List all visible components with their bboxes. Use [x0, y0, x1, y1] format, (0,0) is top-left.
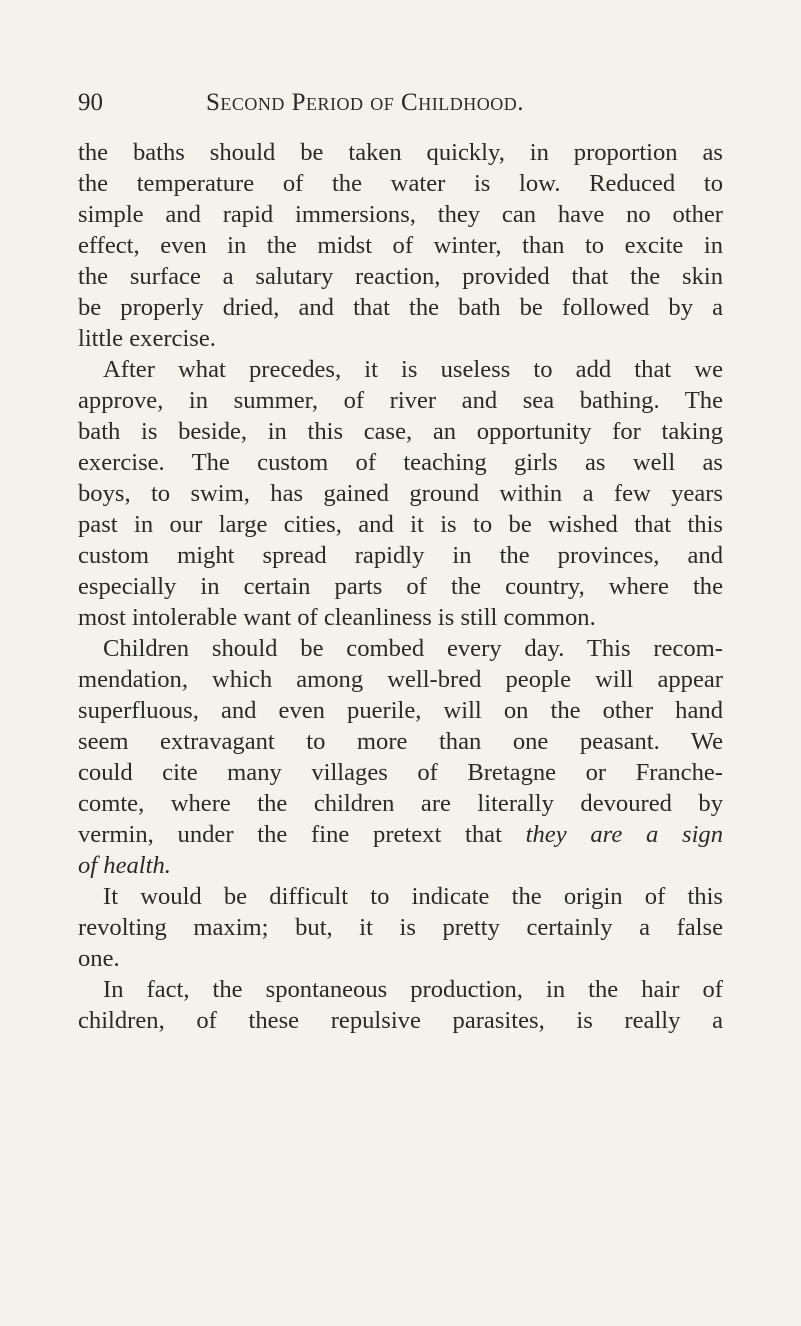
text-line: the surface a salutary reaction, provided that the skin: [78, 263, 723, 290]
text-line: In fact, the spontaneous production, in the hair of: [103, 976, 723, 1003]
text-line: seem extravagant to more than one peasant. We: [78, 728, 723, 755]
text-line: Children should be combed every day. This recom-: [103, 635, 723, 662]
text-line: the baths should be taken quickly, in proportion as: [78, 139, 723, 166]
text-line: custom might spread rapidly in the provinces, and: [78, 542, 723, 569]
text-line-with-italic: [78, 819, 723, 850]
text-line: boys, to swim, has gained ground within a few years: [78, 480, 723, 507]
text-line: be properly dried, and that the bath be followed by a: [78, 294, 723, 321]
text-line: most intolerable want of cleanliness is still common.: [78, 604, 596, 631]
text-line: exercise. The custom of teaching girls as well as: [78, 449, 723, 476]
paragraph-2: [78, 354, 723, 633]
text-line: especially in certain parts of the country, where the: [78, 573, 723, 600]
paragraph-3: [78, 633, 723, 881]
text-run: vermin, under the fine pretext that: [78, 821, 526, 848]
running-title: Second Period of Childhood.: [206, 89, 524, 116]
body-text: [78, 137, 723, 1036]
text-line: simple and rapid immersions, they can have no other: [78, 201, 723, 228]
paragraph-4: [78, 881, 723, 974]
text-line: could cite many villages of Bretagne or Franche-: [78, 759, 723, 786]
text-line: one.: [78, 945, 120, 972]
paragraph-5: [78, 974, 723, 1036]
text-line: After what precedes, it is useless to add that we: [103, 356, 723, 383]
text-line: revolting maxim; but, it is pretty certainly a false: [78, 914, 723, 941]
paragraph-1: [78, 137, 723, 354]
text-line: It would be difficult to indicate the origin of this: [103, 883, 723, 910]
italic-text-line: of health.: [78, 852, 171, 879]
page-number: 90: [78, 89, 103, 116]
text-line: approve, in summer, of river and sea bathing. The: [78, 387, 723, 414]
text-line: comte, where the children are literally devoured by: [78, 790, 723, 817]
text-line: bath is beside, in this case, an opportunity for taking: [78, 418, 723, 445]
text-line: effect, even in the midst of winter, than to excite in: [78, 232, 723, 259]
running-head: [78, 86, 738, 120]
italic-text-run: they are a sign: [525, 821, 724, 848]
text-line: superfluous, and even puerile, will on the other hand: [78, 697, 723, 724]
text-line: the temperature of the water is low. Reduced to: [78, 170, 723, 197]
text-line: past in our large cities, and it is to be wished that this: [78, 511, 723, 538]
text-line: little exercise.: [78, 325, 216, 352]
text-line: children, of these repulsive parasites, is really a: [78, 1007, 723, 1034]
text-line: mendation, which among well-bred people will appear: [78, 666, 723, 693]
